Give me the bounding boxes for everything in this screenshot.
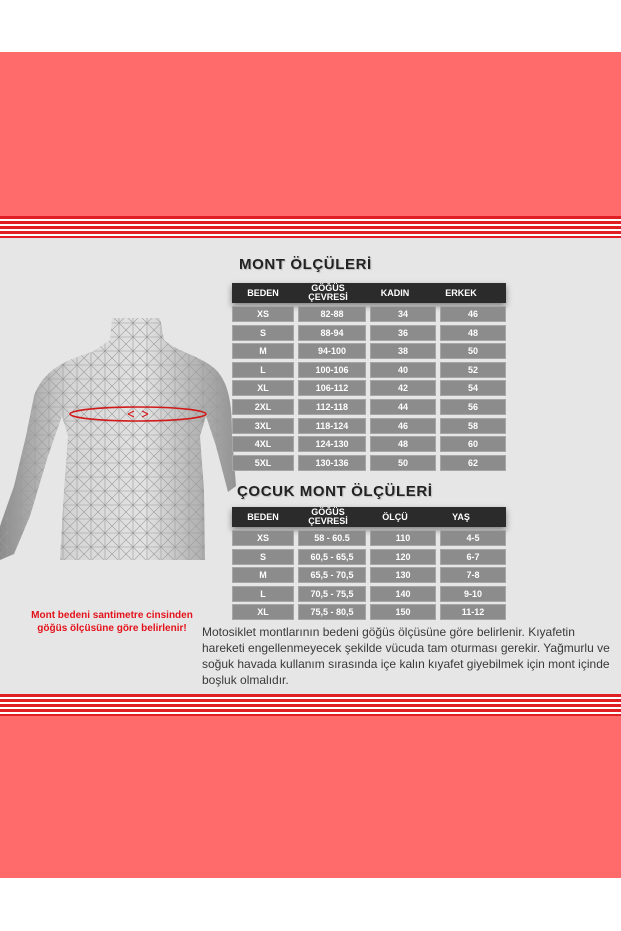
torso-mesh-icon — [0, 316, 240, 560]
table-row — [232, 567, 506, 583]
cell-yas: 9-10 — [440, 586, 506, 602]
cell-gogus: 70,5 - 75,5 — [298, 586, 366, 602]
cell-yas: 6-7 — [440, 549, 506, 565]
cell-olcu: 130 — [370, 567, 436, 583]
cell-gogus: 75,5 - 80,5 — [298, 604, 366, 620]
cell-beden: XS — [232, 530, 294, 546]
cell-erkek: 50 — [440, 343, 506, 359]
cell-yas: 11-12 — [440, 604, 506, 620]
table-row — [232, 455, 506, 471]
cell-beden: 3XL — [232, 418, 294, 434]
cell-gogus: 118-124 — [298, 418, 366, 434]
cell-beden: M — [232, 343, 294, 359]
bottom-stripes — [0, 694, 621, 716]
top-red-band — [0, 52, 621, 216]
measurement-note: Mont bedeni santimetre cinsinden göğüs ölçüsüne göre belirlenir! — [31, 610, 193, 634]
cell-gogus: 100-106 — [298, 362, 366, 378]
cell-gogus: 112-118 — [298, 399, 366, 415]
cell-kadin: 44 — [370, 399, 436, 415]
cell-erkek: 62 — [440, 455, 506, 471]
cell-kadin: 36 — [370, 325, 436, 341]
cell-gogus: 94-100 — [298, 343, 366, 359]
cell-kadin: 50 — [370, 455, 436, 471]
cell-erkek: 54 — [440, 380, 506, 396]
header-erkek: ERKEK — [445, 287, 477, 298]
table-row — [232, 343, 506, 359]
cell-erkek: 58 — [440, 418, 506, 434]
cell-erkek: 60 — [440, 436, 506, 452]
mont-table-header — [232, 283, 506, 303]
cell-beden: S — [232, 549, 294, 565]
cell-gogus: 130-136 — [298, 455, 366, 471]
header-yas: YAŞ — [452, 511, 470, 522]
top-stripes — [0, 216, 621, 238]
header-gogus: GÖĞÜS ÇEVRESİ — [308, 507, 348, 526]
table-row — [232, 436, 506, 452]
cell-beden: 5XL — [232, 455, 294, 471]
cell-erkek: 56 — [440, 399, 506, 415]
header-olcu: ÖLÇÜ — [382, 511, 408, 522]
cocuk-title: ÇOCUK MONT ÖLÇÜLERİ — [237, 483, 433, 500]
cell-kadin: 46 — [370, 418, 436, 434]
cocuk-table-header — [232, 507, 506, 527]
table-row — [232, 586, 506, 602]
header-kadin: KADIN — [380, 287, 410, 298]
cell-gogus: 65,5 - 70,5 — [298, 567, 366, 583]
cell-beden: XL — [232, 604, 294, 620]
mont-title: MONT ÖLÇÜLERİ — [239, 256, 372, 273]
cell-olcu: 120 — [370, 549, 436, 565]
cell-gogus: 58 - 60.5 — [298, 530, 366, 546]
bottom-red-band — [0, 716, 621, 878]
cell-beden: XS — [232, 306, 294, 322]
cell-beden: S — [232, 325, 294, 341]
table-row — [232, 325, 506, 341]
cell-olcu: 110 — [370, 530, 436, 546]
header-beden: BEDEN — [247, 287, 279, 298]
mont-size-table — [232, 283, 506, 471]
cell-beden: XL — [232, 380, 294, 396]
cell-kadin: 34 — [370, 306, 436, 322]
cell-kadin: 38 — [370, 343, 436, 359]
cell-kadin: 48 — [370, 436, 436, 452]
cell-gogus: 106-112 — [298, 380, 366, 396]
table-row — [232, 399, 506, 415]
cell-beden: L — [232, 586, 294, 602]
table-row — [232, 418, 506, 434]
cell-olcu: 140 — [370, 586, 436, 602]
cell-yas: 4-5 — [440, 530, 506, 546]
table-row — [232, 362, 506, 378]
cell-beden: 4XL — [232, 436, 294, 452]
cell-beden: 2XL — [232, 399, 294, 415]
cell-gogus: 60,5 - 65,5 — [298, 549, 366, 565]
table-row — [232, 604, 506, 620]
cell-gogus: 124-130 — [298, 436, 366, 452]
cell-erkek: 52 — [440, 362, 506, 378]
header-gogus: GÖĞÜS ÇEVRESİ — [308, 283, 348, 302]
table-row — [232, 530, 506, 546]
cell-erkek: 48 — [440, 325, 506, 341]
table-row — [232, 549, 506, 565]
description-text: Motosiklet montlarının bedeni göğüs ölçüsüne göre belirlenir. Kıyafetin hareketi engellenmeyecek şekilde vücuda tam oturması gerekir. Yağmurlu ve soğuk havada kullanım sırasında içe kalın kıyafet giyebilmek için mont içinde boşluk olmalıdır. — [202, 625, 610, 687]
cell-kadin: 40 — [370, 362, 436, 378]
cell-beden: L — [232, 362, 294, 378]
cell-yas: 7-8 — [440, 567, 506, 583]
cocuk-size-table — [232, 507, 506, 620]
cell-erkek: 46 — [440, 306, 506, 322]
cell-kadin: 42 — [370, 380, 436, 396]
cell-gogus: 82-88 — [298, 306, 366, 322]
table-row — [232, 306, 506, 322]
cell-olcu: 150 — [370, 604, 436, 620]
table-row — [232, 380, 506, 396]
cell-beden: M — [232, 567, 294, 583]
header-beden: BEDEN — [247, 511, 279, 522]
cell-gogus: 88-94 — [298, 325, 366, 341]
